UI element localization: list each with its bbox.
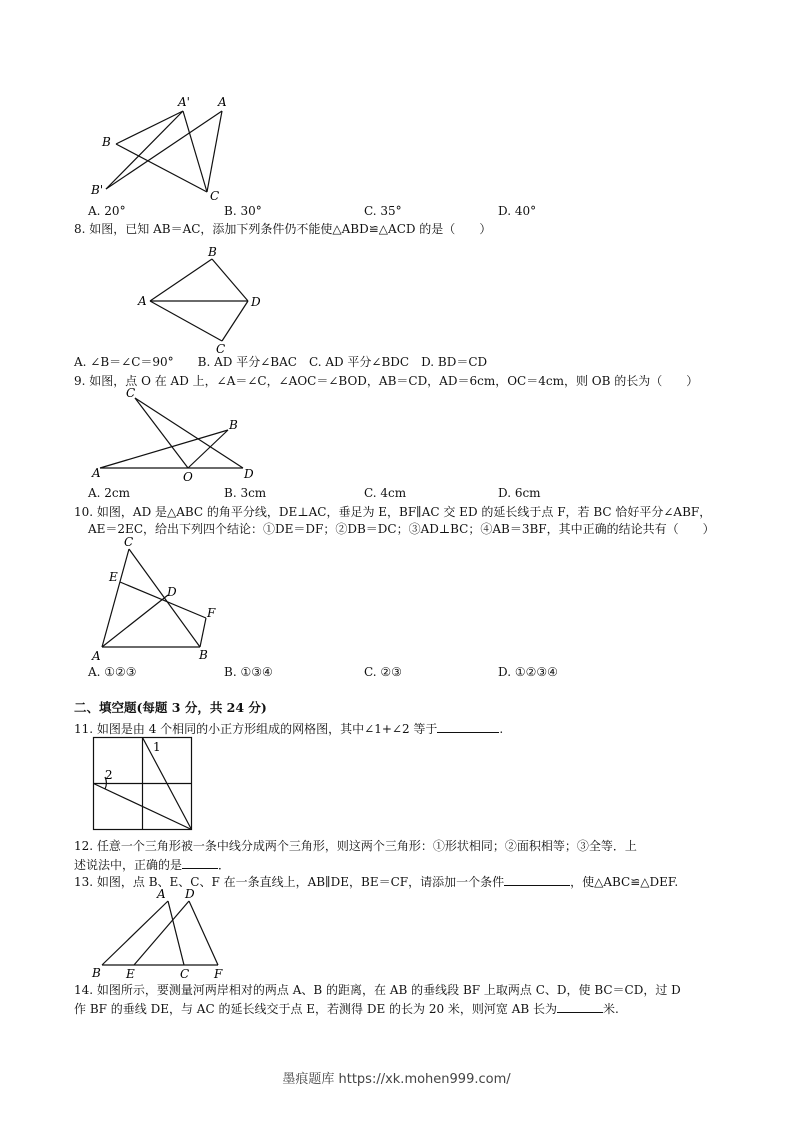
q10-stem-line2: AE＝2EC，给出下列四个结论：①DE＝DF；②DB＝DC；③AD⊥BC；④AB＝3BF，其中正确的结论共有（ ） (88, 522, 715, 536)
q10-option-a: A. ①②③ (88, 665, 137, 679)
q8-label-c: C (216, 342, 226, 356)
q9-label-a: A (92, 466, 101, 480)
q7-label-a-prime: A' (178, 95, 190, 109)
q13-label-b: B (92, 966, 101, 980)
q12-answer-blank (182, 856, 218, 869)
q13-label-e: E (126, 967, 135, 981)
q13-label-c: C (180, 967, 190, 981)
q9-figure (88, 385, 263, 485)
q14-stem-end: 米. (603, 1002, 619, 1016)
q13-figure (88, 885, 233, 981)
q14-stem-line1: 14. 如图所示，要测量河两岸相对的两点 A、B 的距离，在 AB 的垂线段 BF 上取两点 C、D，使 BC＝CD，过 D (74, 983, 681, 997)
q10-label-a: A (92, 649, 101, 663)
q10-label-c: C (124, 535, 134, 549)
q13-stem-end: ，使△ABC≌△DEF. (570, 875, 679, 889)
q8-options: A. ∠B＝∠C＝90° B. AD 平分∠BAC C. AD 平分∠BDC D. BD＝CD (74, 355, 488, 369)
q13-label-d: D (185, 887, 195, 901)
q7-option-b: B. 30° (224, 204, 262, 218)
q10-label-b: B (199, 648, 208, 662)
q14-answer-blank (557, 1000, 603, 1013)
q7-label-a: A (218, 95, 227, 109)
q10-label-f: F (207, 606, 216, 620)
page-footer-watermark: 墨痕题库 https://xk.mohen999.com/ (282, 1072, 511, 1087)
q11-stem-end: . (499, 722, 504, 736)
q7-label-b-prime: B' (91, 183, 104, 197)
q9-option-b: B. 3cm (224, 486, 267, 500)
q12-stem-text: 述说法中，正确的是 (74, 858, 183, 872)
q7-label-b: B (102, 135, 111, 149)
q9-label-c: C (126, 386, 136, 400)
q12-stem-end: ． (218, 858, 231, 872)
q13-answer-blank (504, 873, 570, 886)
q10-option-c: C. ②③ (364, 665, 402, 679)
q13-label-a: A (157, 887, 166, 901)
q8-stem: 8. 如图，已知 AB＝AC，添加下列条件仍不能使△ABD≌△ACD 的是（ ） (74, 222, 492, 236)
q9-option-c: C. 4cm (364, 486, 407, 500)
q8-label-d: D (251, 295, 261, 309)
q9-label-d: D (244, 467, 254, 481)
q11-angle-1: 1 (153, 740, 161, 754)
q12-stem-line2 (74, 856, 230, 873)
section-title-fill-in: 二、填空题(每题 3 分，共 24 分) (74, 700, 267, 715)
q7-figure (80, 92, 240, 204)
q10-option-b: B. ①③④ (224, 665, 273, 679)
q13-label-f: F (214, 967, 223, 981)
q9-option-d: D. 6cm (498, 486, 541, 500)
q7-option-c: C. 35° (364, 204, 402, 218)
q8-figure (130, 244, 270, 354)
q11-stem (74, 720, 503, 737)
q10-option-d: D. ①②③④ (498, 665, 558, 679)
q12-stem-line1: 12. 任意一个三角形被一条中线分成两个三角形，则这两个三角形：①形状相同；②面积相等；③全等．上 (74, 839, 637, 853)
q8-label-a: A (138, 294, 147, 308)
q7-label-c: C (210, 189, 220, 203)
q10-label-d: D (167, 585, 177, 599)
q11-answer-blank (437, 720, 499, 733)
q8-label-b: B (208, 245, 217, 259)
q7-option-a: A. 20° (88, 204, 126, 218)
q10-label-e: E (109, 570, 118, 584)
q14-stem-line2 (74, 1000, 619, 1017)
q13-stem-text: 13. 如图，点 B、E、C、F 在一条直线上，AB∥DE，BE＝CF，请添加一个条件 (74, 875, 505, 889)
q9-stem: 9. 如图，点 O 在 AD 上，∠A＝∠C，∠AOC＝∠BOD，AB＝CD，AD＝6cm，OC＝4cm，则 OB 的长为（ ） (74, 374, 699, 388)
q9-label-o: O (183, 470, 193, 484)
q11-figure (93, 737, 193, 831)
q9-option-a: A. 2cm (88, 486, 131, 500)
q11-angle-2: 2 (105, 768, 113, 782)
q10-figure (88, 535, 228, 665)
q9-label-b: B (229, 418, 238, 432)
q10-stem-line1: 10. 如图，AD 是△ABC 的角平分线，DE⊥AC，垂足为 E，BF∥AC 交 ED 的延长线于点 F，若 BC 恰好平分∠ABF， (74, 505, 712, 519)
q11-stem-text: 11. 如图是由 4 个相同的小正方形组成的网格图，其中∠1+∠2 等于 (74, 722, 438, 736)
q14-stem-text: 作 BF 的垂线 DE，与 AC 的延长线交于点 E，若测得 DE 的长为 20 米，则河宽 AB 长为 (74, 1002, 558, 1016)
q7-option-d: D. 40° (498, 204, 537, 218)
